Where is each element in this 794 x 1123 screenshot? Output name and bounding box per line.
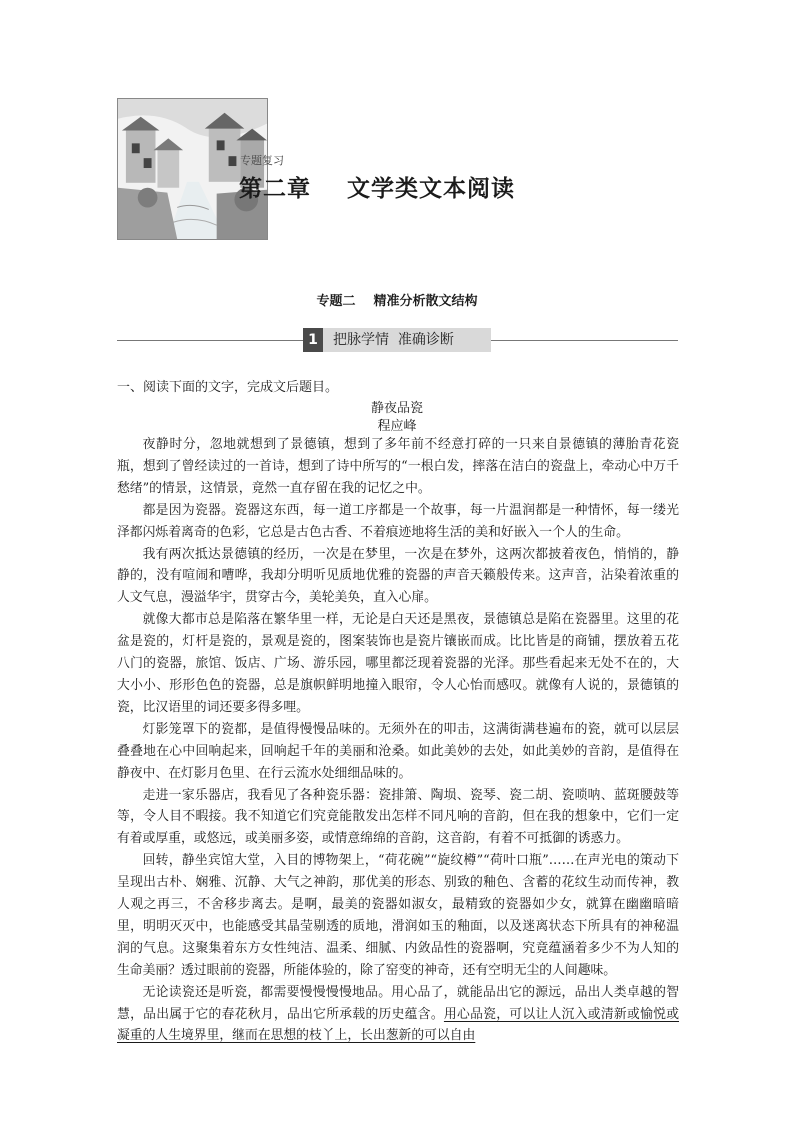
essay-title: 静夜品瓷 — [370, 401, 423, 416]
essay-body — [117, 434, 679, 1047]
essay-last-plain: 无论读瓷还是听瓷，都需要慢慢慢慢地品。用心品了，就能品出它的源远，品出人类卓越的智慧，品出属于它的春花秋月，品出它所承载的历史蕴含。 — [117, 984, 679, 1022]
essay-author: 程应峰 — [377, 419, 417, 434]
essay-paragraph: 我有两次抵达景德镇的经历，一次是在梦里，一次是在梦外，这两次都披着夜色，悄悄的，静静的，没有喧闹和嘈哗，我却分明听见质地优雅的瓷器的声音天籁般传来。这声音，沾染着浓重的人文气息，漫溢华宇，贯穿古今，美轮美奂，直入心扉。 — [117, 546, 679, 606]
topic-title: 专题二 精准分析散文结构 — [316, 294, 478, 309]
section-banner — [303, 328, 491, 352]
essay-paragraph: 走进一家乐器店，我看见了各种瓷乐器：瓷排箫、陶埙、瓷琴、瓷二胡、瓷唢呐、蓝斑腰鼓等等，令人目不暇接。我不知道它们究竟能散发出怎样不同凡响的音韵，但在我的想象中，它们一定有着或厚重，或悠远，或美丽多姿，或情意绵绵的音韵，这音韵，有着不可抵御的诱惑力。 — [117, 787, 679, 847]
review-label: 专题复习 — [240, 154, 284, 167]
essay-paragraph: 都是因为瓷器。瓷器这东西，每一道工序都是一个故事，每一片温润都是一种情怀，每一缕光泽都闪烁着离奇的色彩，它总是古色古香、不着痕迹地将生活的美和好嵌入一个人的生命。 — [117, 502, 679, 540]
chapter-title: 第二章 文学类文本阅读 — [239, 176, 516, 202]
question-instruction: 一、阅读下面的文字，完成文后题目。 — [117, 380, 339, 395]
banner-text: 把脉学情 准确诊断 — [333, 332, 454, 348]
essay-paragraph-last — [117, 982, 679, 1048]
banner-line-left — [117, 340, 303, 341]
essay-paragraph: 灯影笼罩下的瓷都，是值得慢慢品味的。无须外在的叩击，这满街满巷遍布的瓷，就可以层层叠叠地在心中回响起来，回响起千年的美丽和沧桑。如此美妙的去处，如此美妙的音韵，是值得在静夜中、在灯影月色里、在行云流水处细细品味的。 — [117, 721, 679, 781]
essay-paragraph: 夜静时分，忽地就想到了景德镇，想到了多年前不经意打碎的一只来自景德镇的薄胎青花瓷瓶，想到了曾经读过的一首诗，想到了诗中所写的“一根白发，摔落在洁白的瓷盘上，牵动心中万千愁绪”的情景，这情景，竟然一直存留在我的记忆之中。 — [117, 437, 679, 496]
essay-paragraph: 就像大都市总是陷落在繁华里一样，无论是白天还是黑夜，景德镇总是陷在瓷器里。这里的花盆是瓷的，灯杆是瓷的，景观是瓷的，图案装饰也是瓷片镶嵌而成。比比皆是的商铺，摆放着五花八门的瓷器，旅馆、饭店、广场、游乐园，哪里都泛现着瓷器的光泽。那些看起来无处不在的，大大小小、形形色色的瓷器，总是旗帜鲜明地撞入眼帘，令人心怡而感叹。就像有人说的，景德镇的瓷，比汉语里的词还要多得多哩。 — [117, 612, 679, 715]
essay-paragraph: 回转，静坐宾馆大堂，入目的博物架上，“荷花碗”“旋纹樽”“荷叶口瓶”……在声光电的策动下呈现出古朴、娴雅、沉静、大气之神韵，那优美的形态、别致的釉色、含蓄的花纹生动而传神，教人观之再三，不舍移步离去。是啊，最美的瓷器如淑女，最精致的瓷器如少女，就算在幽幽暗暗里，明明灭灭中，也能感受其晶莹剔透的质地，滑润如玉的釉面，以及迷离状态下所具有的神秘温润的气息。这聚集着东方女性纯洁、温柔、细腻、内敛品性的瓷器啊，究竟蕴涵着多少不为人知的生命美丽？透过眼前的瓷器，所能体验的，除了窑变的神奇，还有空明无尘的人间趣味。 — [117, 853, 679, 978]
header-illustration — [117, 98, 268, 240]
banner-number: 1 — [303, 328, 323, 352]
banner-line-right — [491, 340, 678, 341]
essay-underlined-sentence: 用心品瓷，可以让人沉入或清新或愉悦或凝重的人生境界里，继而在思想的枝丫上，长出葱新的可以自由 — [117, 1006, 680, 1044]
